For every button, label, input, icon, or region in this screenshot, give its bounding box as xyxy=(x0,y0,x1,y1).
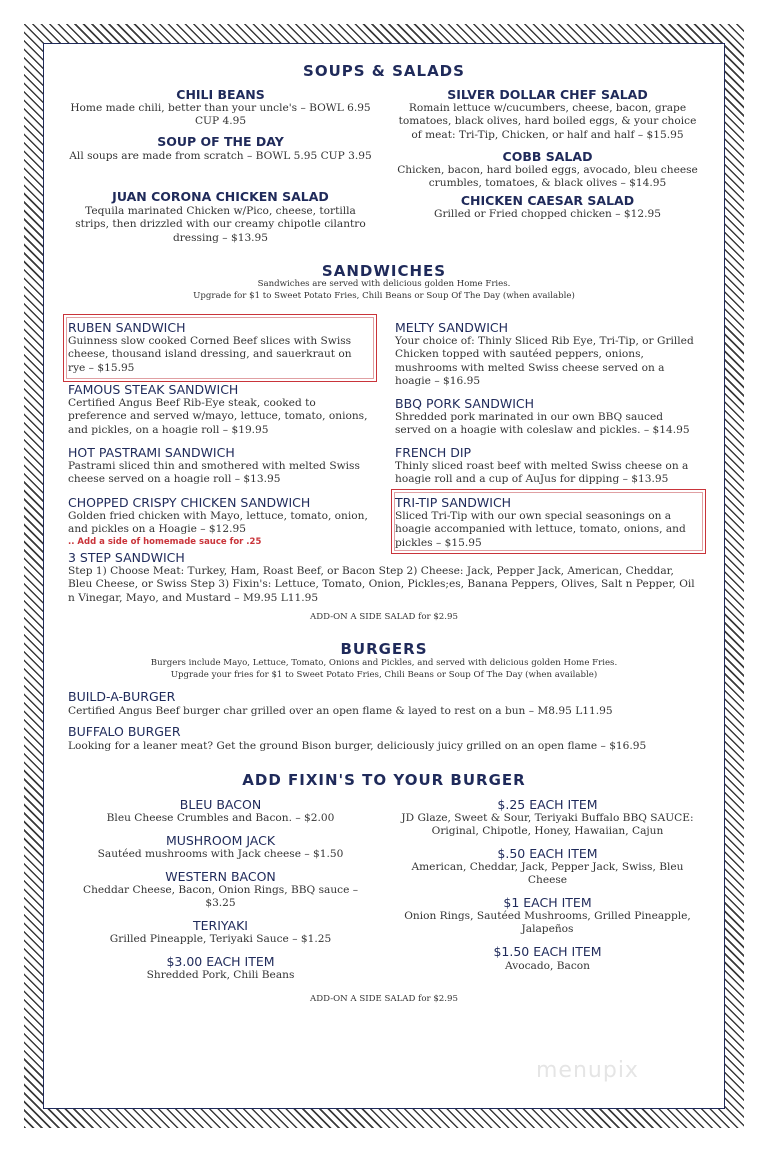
melty-desc: Your choice of: Thinly Sliced Rib Eye, Tri-Tip, or Grilled Chicken topped with sautéed peppers, onions, mushrooms with melted Swiss cheese served on a hoagie – $16.95 xyxy=(395,335,694,387)
bleu-name: BLEU BACON xyxy=(179,797,262,812)
crispy-desc: Golden fried chicken with Mayo, lettuce, tomato, onion, and pickles on a Hoagie – $12.95 xyxy=(68,510,368,536)
mushroom-desc: Sautéed mushrooms with Jack cheese – $1.50 xyxy=(97,848,344,860)
chili-desc: Home made chili, better than your uncle's – BOWL 6.95 CUP 4.95 xyxy=(70,102,371,128)
burgers-intro-1: Burgers include Mayo, Lettuce, Tomato, Onions and Pickles, and served with delicious golden Home Fries. xyxy=(150,658,618,668)
half-name: $.50 EACH ITEM xyxy=(497,846,598,861)
dip-name: FRENCH DIP xyxy=(395,445,472,460)
western-name: WESTERN BACON xyxy=(165,869,276,884)
caesar-name: CHICKEN CAESAR SALAD xyxy=(460,193,635,208)
soups-title: SOUPS & SALADS xyxy=(303,62,465,80)
step-name: 3 STEP SANDWICH xyxy=(68,550,185,565)
teriyaki-name: TERIYAKI xyxy=(192,918,248,933)
sandwiches-title: SANDWICHES xyxy=(321,262,447,280)
chef-desc: Romain lettuce w/cucumbers, cheese, bacon, grape tomatoes, black olives, hard boiled eggs, & your choice of meat: Tri-Tip, Chicken, or half and half – $15.95 xyxy=(398,102,697,141)
three-dollar-desc: Shredded Pork, Chili Beans xyxy=(146,969,295,981)
tritip-desc: Sliced Tri-Tip with our own special seasonings on a hoagie accompanied with lettuce, tomato, onions, and pickles – $15.95 xyxy=(395,510,686,549)
ruben-name: RUBEN SANDWICH xyxy=(68,320,186,335)
bbq-desc: Shredded pork marinated in our own BBQ sauced served on a hoagie with coleslaw and pickles. – $14.95 xyxy=(395,411,690,437)
bbq-name: BBQ PORK SANDWICH xyxy=(395,396,535,411)
ruben-desc: Guinness slow cooked Corned Beef slices with Swiss cheese, thousand island dressing, and sauerkraut on rye – $15.95 xyxy=(68,335,352,374)
quarter-name: $.25 EACH ITEM xyxy=(497,797,598,812)
juan-desc: Tequila marinated Chicken w/Pico, cheese, tortilla strips, then drizzled with our creamy chipotle cilantro dressing – $13.95 xyxy=(75,205,366,244)
mushroom-name: MUSHROOM JACK xyxy=(165,833,276,848)
burgers-title: BURGERS xyxy=(340,640,428,658)
pastrami-desc: Pastrami sliced thin and smothered with melted Swiss cheese served on a hoagie roll – $13.95 xyxy=(68,460,360,486)
teriyaki-desc: Grilled Pineapple, Teriyaki Sauce – $1.25 xyxy=(109,933,332,945)
soup-name: SOUP OF THE DAY xyxy=(157,134,284,149)
sandwiches-intro-1: Sandwiches are served with delicious golden Home Fries. xyxy=(257,279,511,289)
build-burger-desc: Certified Angus Beef burger char grilled over an open flame & layed to rest on a bun – M8.95 L11.95 xyxy=(68,705,613,717)
buffalo-burger-desc: Looking for a leaner meat? Get the ground Bison burger, deliciously juicy grilled on an open flame – $16.95 xyxy=(68,740,647,752)
cobb-name: COBB SALAD xyxy=(502,149,593,164)
bleu-desc: Bleu Cheese Crumbles and Bacon. – $2.00 xyxy=(106,812,335,824)
three-dollar-name: $3.00 EACH ITEM xyxy=(166,954,275,969)
cobb-desc: Chicken, bacon, hard boiled eggs, avocado, bleu cheese crumbles, tomatoes, & black olives – $14.95 xyxy=(397,164,698,190)
melty-name: MELTY SANDWICH xyxy=(395,320,509,335)
quarter-desc: JD Glaze, Sweet & Sour, Teriyaki Buffalo BBQ SAUCE: Original, Chipotle, Honey, Hawaiian, Cajun xyxy=(401,812,694,838)
crispy-name: CHOPPED CRISPY CHICKEN SANDWICH xyxy=(68,495,311,510)
buffalo-burger-name: BUFFALO BURGER xyxy=(68,724,181,739)
build-burger-name: BUILD-A-BURGER xyxy=(68,689,176,704)
dip-desc: Thinly sliced roast beef with melted Swiss cheese on a hoagie roll and a cup of AuJus for dipping – $13.95 xyxy=(395,460,689,486)
steak-name: FAMOUS STEAK SANDWICH xyxy=(68,382,239,397)
crispy-note: .. Add a side of homemade sauce for .25 xyxy=(68,537,262,547)
fixins-addon: ADD-ON A SIDE SALAD for $2.95 xyxy=(310,994,458,1004)
pastrami-name: HOT PASTRAMI SANDWICH xyxy=(68,445,235,460)
tritip-name: TRI-TIP SANDWICH xyxy=(395,495,512,510)
fixins-title: ADD FIXIN'S TO YOUR BURGER xyxy=(242,771,526,789)
western-desc: Cheddar Cheese, Bacon, Onion Rings, BBQ sauce – $3.25 xyxy=(82,884,359,910)
half-desc: American, Cheddar, Jack, Pepper Jack, Swiss, Bleu Cheese xyxy=(411,861,684,887)
chef-name: SILVER DOLLAR CHEF SALAD xyxy=(447,87,648,102)
juan-name: JUAN CORONA CHICKEN SALAD xyxy=(112,189,329,204)
one-dollar-desc: Onion Rings, Sautéed Mushrooms, Grilled Pineapple, Jalapeños xyxy=(404,910,691,936)
chili-name: CHILI BEANS xyxy=(176,87,265,102)
one-dollar-name: $1 EACH ITEM xyxy=(503,895,592,910)
caesar-desc: Grilled or Fried chopped chicken – $12.95 xyxy=(434,208,661,220)
one-fifty-desc: Avocado, Bacon xyxy=(505,960,590,972)
menupix-watermark: menupix xyxy=(536,1058,639,1083)
one-fifty-name: $1.50 EACH ITEM xyxy=(493,944,602,959)
sandwiches-addon: ADD-ON A SIDE SALAD for $2.95 xyxy=(310,612,458,622)
sandwiches-intro-2: Upgrade for $1 to Sweet Potato Fries, Chili Beans or Soup Of The Day (when available) xyxy=(193,291,575,301)
burgers-intro-2: Upgrade your fries for $1 to Sweet Potato Fries, Chili Beans or Soup Of The Day (when available) xyxy=(170,670,598,680)
soup-desc: All soups are made from scratch – BOWL 5.95 CUP 3.95 xyxy=(69,150,372,162)
steak-desc: Certified Angus Beef Rib-Eye steak, cooked to preference and served w/mayo, lettuce, tomato, onions, and pickles, on a hoagie roll – $19.95 xyxy=(68,397,368,436)
step-desc: Step 1) Choose Meat: Turkey, Ham, Roast Beef, or Bacon Step 2) Cheese: Jack, Pepper Jack, American, Cheddar, Bleu Cheese, or Swiss Step 3) Fixin's: Lettuce, Tomato, Onion, Pickles;es, Banana Peppers, Olives, Salt n Pepper, Oil n Vinegar, Mayo, and Mustard – M9.95 L11.95 xyxy=(68,565,695,604)
